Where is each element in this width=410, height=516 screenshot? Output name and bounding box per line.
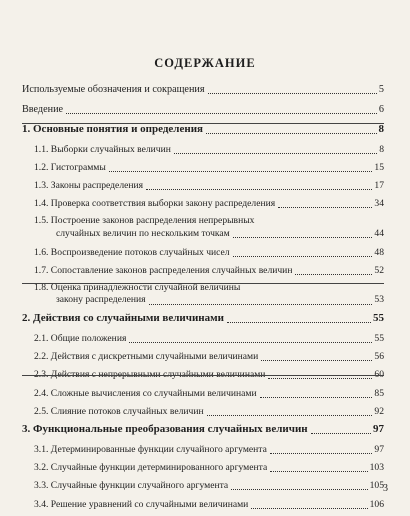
dot-leader [207, 415, 373, 416]
toc-entry-page: 106 [369, 498, 384, 510]
toc-entry-3-2 [22, 461, 384, 474]
toc-chapter-page: 97 [373, 423, 384, 436]
page-title: СОДЕРЖАНИЕ [154, 56, 256, 70]
page-number: 3 [383, 483, 388, 494]
toc-chapter-page: 55 [373, 312, 384, 325]
toc-entry-label: 2.1. Общие положения [34, 333, 127, 345]
toc-entry-page: 8 [379, 143, 384, 155]
dot-leader [208, 93, 377, 94]
toc-entry-label: 1.4. Проверка соответствия выборки закону распределения [34, 198, 276, 210]
dot-leader [295, 274, 372, 275]
dot-leader [278, 207, 372, 208]
toc-entry-page: 15 [374, 161, 384, 173]
toc-entry-page: 5 [378, 84, 384, 95]
toc-entry-1-6 [22, 246, 384, 259]
toc-entry-label: 1.6. Воспроизведение потоков случайных чисел [34, 246, 230, 258]
dot-leader [233, 237, 373, 238]
dot-leader [227, 322, 371, 323]
dot-leader [109, 171, 373, 172]
toc-entry-label: 1.7. Сопоставление законов распределения случайных величин [34, 264, 293, 276]
toc-entry-label: 3.3. Случайные функции случайного аргумента [34, 480, 229, 492]
toc-entry-label-line2: закону распределения [56, 294, 146, 306]
dot-leader [146, 189, 372, 190]
toc-entry-label: 2.5. Слияние потоков случайных величин [34, 405, 204, 417]
toc-entry-page: 34 [374, 198, 384, 210]
toc-entry-3-1 [22, 443, 384, 456]
toc-entry-1-8 [22, 282, 384, 307]
toc-entry-page: 92 [374, 405, 384, 417]
dot-leader [129, 342, 372, 343]
toc-entry-label: 2.3. Действия с непрерывными случайными величинами [34, 369, 266, 381]
toc-entry-3-3 [22, 479, 384, 492]
toc-entry-2-1 [22, 332, 384, 345]
toc-entry-1-2 [22, 161, 384, 174]
toc-entry-page: 52 [374, 264, 384, 276]
dot-leader [270, 471, 367, 472]
toc-chapter-label: 2. Действия со случайными величинами [22, 312, 224, 325]
toc-entry-notation [22, 83, 384, 96]
toc-chapter-2 [22, 312, 384, 325]
toc-entry-2-2 [22, 350, 384, 363]
toc-entry-label: 2.2. Действия с дискретными случайными величинами [34, 351, 259, 363]
toc-chapter-page: 8 [378, 122, 384, 135]
dot-leader [174, 153, 377, 154]
section-divider [22, 375, 384, 376]
toc-entry-page: 53 [374, 294, 384, 306]
dot-leader [251, 508, 367, 509]
dot-leader [268, 378, 372, 379]
toc-chapter-label: 3. Функциональные преобразования случайных величин [22, 423, 308, 436]
toc-entry-page: 105 [369, 480, 384, 492]
toc-entry-page: 17 [374, 179, 384, 191]
toc-entry-page: 44 [374, 227, 384, 239]
toc-chapter-1 [22, 123, 384, 136]
section-divider [22, 123, 384, 124]
dot-leader [233, 256, 373, 257]
dot-leader [311, 433, 371, 434]
toc-entry-label: Введение [22, 103, 64, 115]
toc-entry-intro [22, 103, 384, 116]
toc-chapter-3 [22, 423, 384, 436]
toc-entry-2-4 [22, 387, 384, 400]
table-of-contents [22, 83, 384, 516]
toc-entry-page: 55 [374, 333, 384, 345]
dot-leader [149, 304, 373, 305]
toc-entry-label: 1.1. Выборки случайных величин [34, 143, 171, 155]
dot-leader [231, 489, 367, 490]
dot-leader [261, 360, 372, 361]
section-divider [22, 283, 384, 284]
toc-entry-label-line2: случайных величин по нескольким точкам [56, 227, 230, 239]
toc-entry-label: Используемые обозначения и сокращения [22, 84, 205, 95]
toc-entry-line2 [34, 294, 384, 307]
toc-entry-label-line1: 1.8. Оценка принадлежности случайной величины [34, 281, 241, 293]
toc-entry-1-1 [22, 143, 384, 156]
toc-entry-line2 [34, 228, 384, 241]
toc-chapter-label: 1. Основные понятия и определения [22, 122, 203, 135]
toc-entry-3-4 [22, 498, 384, 511]
dot-leader [66, 113, 377, 114]
toc-entry-label: 3.2. Случайные функции детерминированного аргумента [34, 462, 268, 474]
toc-entry-page: 6 [378, 103, 384, 115]
dot-leader [270, 453, 373, 454]
toc-entry-page: 97 [374, 444, 384, 456]
toc-entry-page: 103 [369, 462, 384, 474]
toc-entry-1-4 [22, 197, 384, 210]
toc-entry-2-5 [22, 405, 384, 418]
dot-leader [260, 397, 373, 398]
toc-entry-label: 2.4. Сложные вычисления со случайными величинами [34, 387, 257, 399]
toc-entry-label: 3.1. Детерминированные функции случайного аргумента [34, 444, 267, 456]
toc-entry-1-5 [22, 215, 384, 240]
toc-entry-page: 85 [374, 387, 384, 399]
toc-entry-1-7 [22, 264, 384, 277]
toc-entry-label: 3.4. Решение уравнений со случайными величинами [34, 498, 249, 510]
toc-entry-page: 56 [374, 351, 384, 363]
toc-entry-1-3 [22, 179, 384, 192]
toc-entry-page: 60 [374, 369, 384, 381]
toc-entry-label: 1.3. Законы распределения [34, 179, 144, 191]
dot-leader [206, 133, 377, 134]
toc-entry-page: 48 [374, 246, 384, 258]
toc-entry-label-line1: 1.5. Построение законов распределения непрерывных [34, 215, 255, 227]
toc-entry-label: 1.2. Гистограммы [34, 161, 106, 173]
